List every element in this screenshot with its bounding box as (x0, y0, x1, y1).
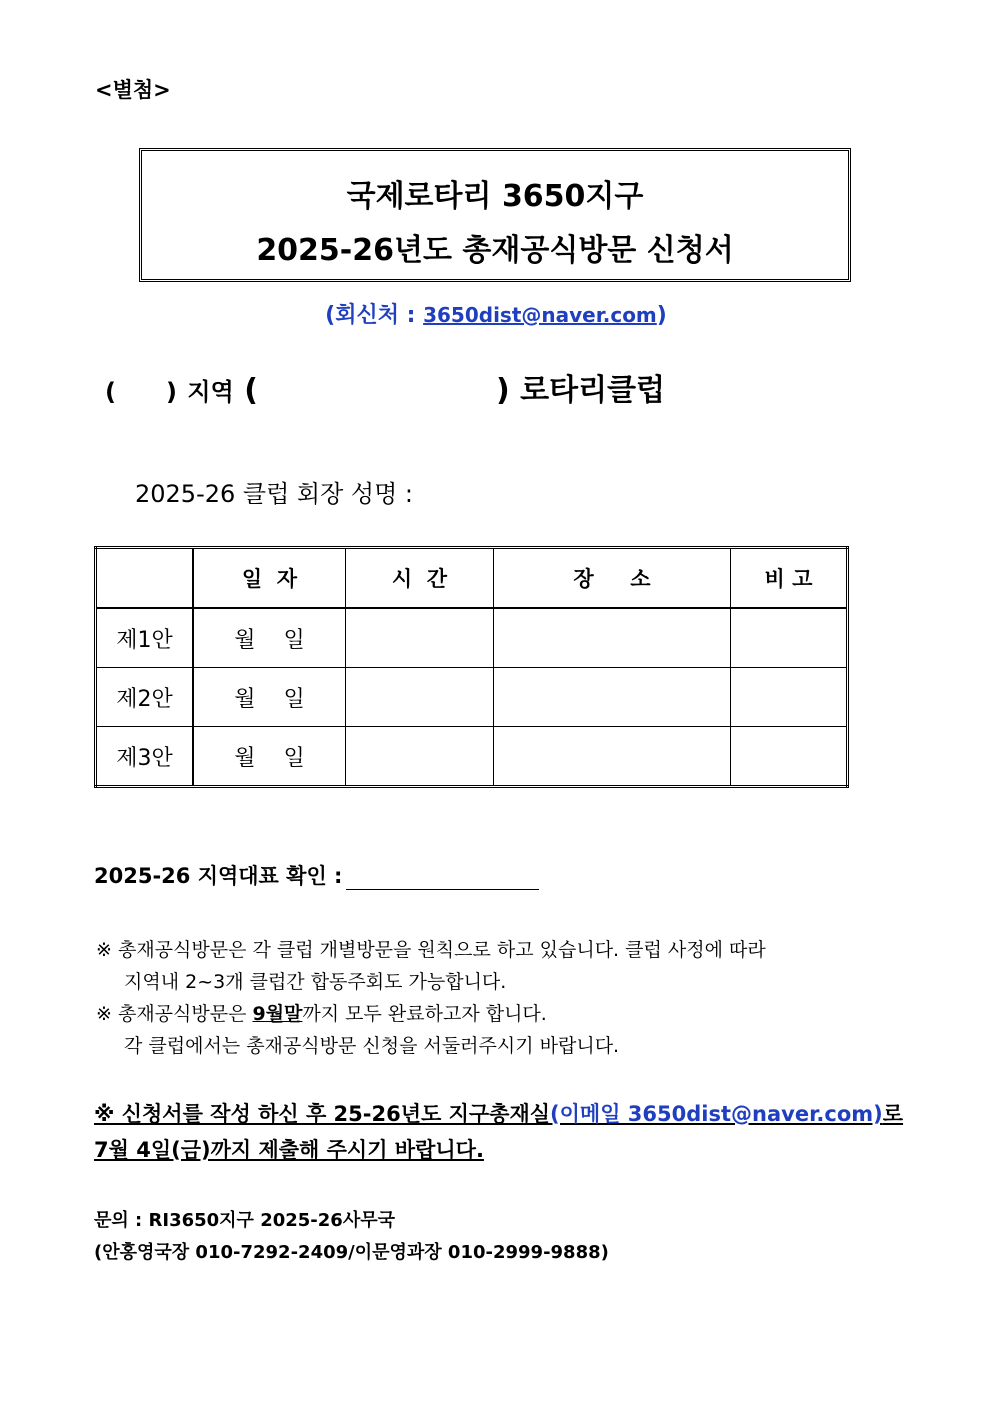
region-label: 지역 (187, 378, 234, 406)
contact-line-2: (안홍영국장 010-7292-2409/이문영과장 010-2999-9888) (94, 1242, 609, 1263)
title-box (139, 148, 851, 282)
attachment-label: <별첨> (95, 78, 171, 102)
header-empty (96, 548, 194, 609)
submission-notice (94, 1096, 903, 1168)
schedule-header-row (96, 548, 848, 609)
time-cell[interactable] (346, 668, 494, 727)
header-date: 일 자 (193, 548, 346, 609)
note-1-line-1: ※ 총재공식방문은 각 클럽 개별방문을 원칙으로 하고 있습니다. 클럽 사정에 따라 (96, 939, 766, 961)
club-close-paren: ) (495, 373, 510, 408)
reply-email-link[interactable]: 3650dist@naver.com (423, 303, 657, 327)
club-label: 로타리클럽 (520, 373, 666, 408)
table-row (96, 608, 848, 668)
club-line (105, 365, 665, 409)
note-2-deadline: 9월말 (252, 1003, 303, 1025)
time-cell[interactable] (346, 727, 494, 787)
header-time: 시 간 (346, 548, 494, 609)
submit-line-2: 7월 4일(금)까지 제출해 주시기 바랍니다. (94, 1138, 484, 1162)
option-label: 제1안 (96, 608, 194, 668)
date-cell[interactable]: 월 일 (193, 608, 346, 668)
note-2-pre: ※ 총재공식방문은 (96, 1003, 253, 1025)
remarks-cell[interactable] (731, 608, 848, 668)
confirm-label: 2025-26 지역대표 확인 : (94, 864, 343, 888)
date-cell[interactable]: 월 일 (193, 668, 346, 727)
remarks-cell[interactable] (731, 727, 848, 787)
contact-line-1: 문의 : RI3650지구 2025-26사무국 (94, 1210, 395, 1231)
reply-address (0, 298, 992, 329)
note-2-line-2: 각 클럽에서는 총재공식방문 신청을 서둘러주시기 바랍니다. (124, 1035, 620, 1057)
region-open-paren: ( (105, 378, 116, 406)
president-name-label: 2025-26 클럽 회장 성명 : (135, 480, 413, 508)
option-label: 제2안 (96, 668, 194, 727)
date-cell[interactable]: 월 일 (193, 727, 346, 787)
submit-email[interactable]: (이메일 3650dist@naver.com) (550, 1102, 883, 1126)
note-1-line-2: 지역내 2~3개 클럽간 합동주회도 가능합니다. (124, 971, 507, 993)
note-2-post: 까지 모두 완료하고자 합니다. (302, 1003, 547, 1025)
header-place: 장 소 (494, 548, 731, 609)
header-remarks: 비 고 (731, 548, 848, 609)
schedule-table (94, 546, 849, 788)
notes (96, 934, 766, 1062)
table-row (96, 727, 848, 787)
submit-line-1 (94, 1096, 903, 1132)
title-line-1: 국제로타리 3650지구 (346, 179, 644, 214)
title-line-2: 2025-26년도 총재공식방문 신청서 (256, 233, 734, 268)
confirm-signature-line[interactable] (346, 865, 539, 890)
reply-prefix: (회신처 : (325, 303, 424, 328)
club-open-paren: ( (244, 373, 258, 408)
submit-post: 로 (882, 1102, 904, 1126)
remarks-cell[interactable] (731, 668, 848, 727)
submit-pre: ※ 신청서를 작성 하신 후 25-26년도 지구총재실 (94, 1102, 551, 1126)
table-row (96, 668, 848, 727)
option-label: 제3안 (96, 727, 194, 787)
reply-suffix: ) (656, 303, 667, 328)
place-cell[interactable] (494, 668, 731, 727)
place-cell[interactable] (494, 727, 731, 787)
contact-info (94, 1205, 609, 1269)
region-close-paren: ) (165, 378, 177, 406)
note-2-line-1 (96, 998, 766, 1030)
place-cell[interactable] (494, 608, 731, 668)
regional-rep-confirm (94, 860, 539, 890)
time-cell[interactable] (346, 608, 494, 668)
